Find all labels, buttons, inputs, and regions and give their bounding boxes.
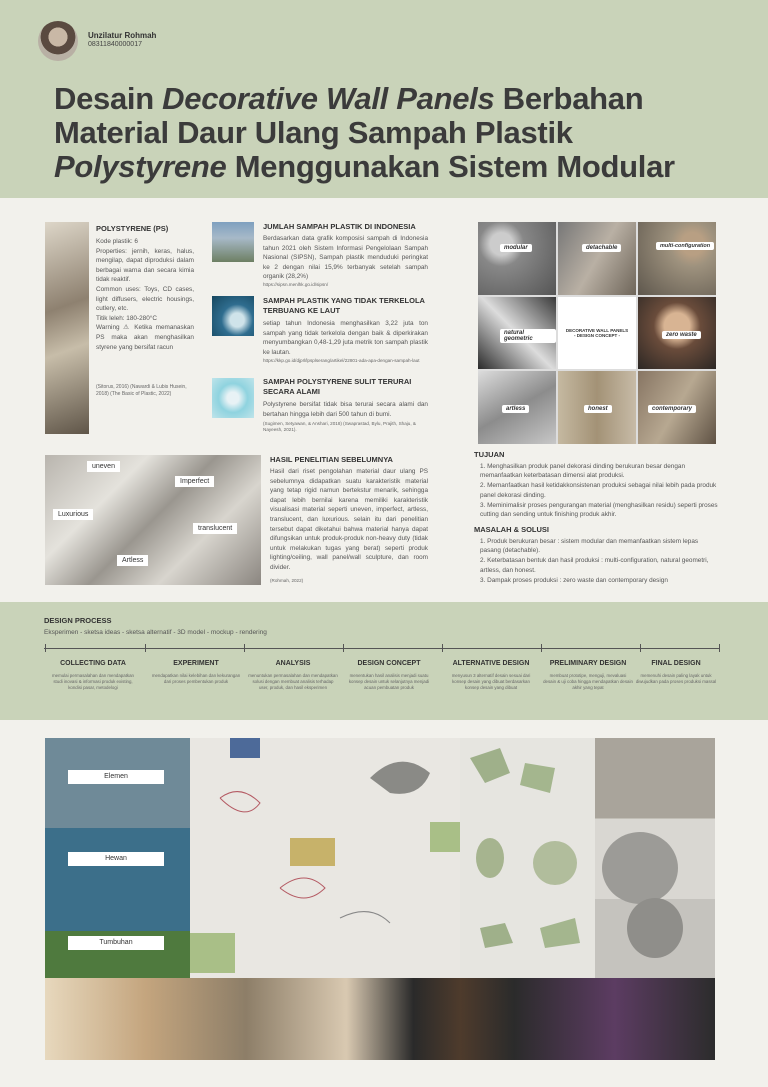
sketch-line	[280, 878, 325, 898]
texture-tag: uneven	[87, 461, 120, 472]
process-step-title: FINAL DESIGN	[651, 660, 701, 667]
process-collage	[45, 738, 715, 1060]
ps-body: Kode plastik: 6 Properties: jernih, keras, halus, mengilap, dapat diproduksi dalam berbagai warna dan secara kimia tidak reaktif. Common uses: Toys, CD cases, light diffusers, electric housings, cutlery, etc. Titik leleh: 180-280°C Warning ⚠ Ketika memanaskan PS maka akan menghasilkan styrene yang bersifat racun	[96, 238, 194, 351]
model-drawing	[460, 738, 595, 978]
process-step-desc: membuat prototipe, menguji, mevaluasi desain & uji coba hingga mendapatkan desain akhir yang tepat	[543, 673, 633, 690]
timeline-tick	[338, 644, 344, 652]
previous-research-source: (Rohmah, 2022)	[270, 578, 304, 583]
avatar	[38, 21, 78, 61]
grid-cell	[638, 297, 716, 370]
grid-cell	[638, 222, 716, 295]
timeline-tick	[437, 644, 443, 652]
sketch-swatch	[290, 838, 335, 866]
ps-heading: POLYSTYRENE (PS)	[96, 224, 169, 233]
model-shape	[470, 748, 510, 783]
author-id: 08311840000017	[88, 41, 142, 48]
grid-cell	[558, 371, 636, 444]
process-step-desc: memenuhi desain paling layak untuk diwujudkan pada proses produksi massal	[635, 673, 717, 684]
fact-source: https://sipsn.menlhk.go.id/sipsn/	[263, 282, 329, 287]
grid-cell	[558, 222, 636, 295]
collage-label: Tumbuhan	[68, 936, 164, 950]
concept-tag: detachable	[582, 244, 621, 252]
list-item: 3. Dampak proses produksi : zero waste dan contemporary design	[480, 576, 668, 584]
sketch-swatch	[430, 822, 460, 852]
ps-reference: (Sitorus, 2016) (Nawardi & Lubis Husein, 2018) (The Basic of Plastic, 2022)	[96, 384, 187, 397]
process-step-desc: memulai permasalahan dan mendapatkan studi inovasi & informasi produk existing, kondisi pasar, metodelogi	[51, 673, 134, 690]
texture-tag: Luxurious	[53, 509, 93, 520]
styrofoam-image	[212, 378, 254, 418]
mockup-shape	[602, 832, 678, 904]
concept-tag: contemporary	[648, 405, 696, 413]
process-step-title: DESIGN CONCEPT	[357, 660, 421, 667]
masalah-heading: MASALAH & SOLUSI	[474, 525, 549, 534]
concept-center: DECORATIVE WALL PANELS - DESIGN CONCEPT -	[558, 297, 636, 370]
timeline-tick	[714, 644, 720, 652]
polystyrene-image	[45, 222, 89, 434]
sketch-drawing	[190, 738, 460, 978]
texture-image	[45, 455, 261, 585]
collage-label: Hewan	[68, 852, 164, 866]
mockup-drawing	[595, 738, 715, 978]
process-step-desc: menentukan hasil analisis menjadi suatu konsep desain untuk selanjutnya menjadi acuan pembuatan produk	[348, 673, 430, 690]
process-step-title: ANALYSIS	[275, 660, 311, 667]
process-step-desc: menyusun 3 alternatif desain sesuai dari konsep desain yang dibuat berdasarkan konsep desain yang dibuat	[451, 673, 531, 690]
texture-tag: translucent	[193, 523, 237, 534]
grid-cell	[478, 222, 556, 295]
collage-label: Elemen	[68, 770, 164, 784]
list-item: 2. Keterbatasan bentuk dan hasil produksi : multi-configuration, natural geometri, artless, dan honest.	[480, 557, 709, 574]
concept-tag: natural geometric	[500, 329, 556, 343]
process-step-title: ALTERNATIVE DESIGN	[452, 660, 530, 667]
fact-text: Berdasarkan data grafik komposisi sampah di Indonesia tahun 2021 oleh Sistem Informasi Pengelolaan Sampah Nasional (SIPSN), Sampah plastik menduduki peringkat ke 2 dengan nilai 15,9% terbanyak setelah sampah organik (28,2%)	[263, 235, 428, 280]
author-name: Unzilatur Rohmah	[88, 31, 157, 40]
concept-tag: multi-configuration	[656, 242, 714, 250]
grid-cell	[478, 297, 556, 370]
list-item: 3. Meminimalisir proses pengurangan material (menghasilkan residu) seperti proses cutting dan sending untuk finishing produk akhir.	[480, 501, 718, 519]
fact-heading: SAMPAH POLYSTYRENE SULIT TERURAI SECARA ALAMI	[263, 377, 412, 396]
fact-text: Polystyrene bersifat tidak bisa terurai secara alami dan bertahan hingga lebih dari 500 tahun di bumi.	[263, 401, 428, 418]
fact-heading: SAMPAH PLASTIK YANG TIDAK TERKELOLA TERBUANG KE LAUT	[263, 296, 425, 315]
concept-grid	[478, 222, 716, 444]
tujuan-heading: TUJUAN	[474, 450, 505, 459]
timeline-tick	[239, 644, 245, 652]
model-shape	[540, 918, 580, 948]
concept-tag: zero waste	[662, 331, 701, 339]
timeline-tick	[635, 644, 641, 652]
fact-source: (Sugimen, Setyawan, & Anshari, 2018) (Swaprastad, Bylu, Prajith, Shaju, & Nayeesh, 2021).	[263, 421, 416, 432]
process-step-desc: menuntukan permasalahan dan mendapatkan solusi dengan membuat analisis terhadap user, produk, dan hasil eksperimen	[248, 673, 338, 690]
model-shape	[520, 763, 555, 793]
process-step-title: COLLECTING DATA	[60, 660, 126, 667]
fact-text: setiap tahun Indonesia menghasilkan 3,22 juta ton sampah yang tidak terkelola dengan baik & diperkirakan menyumbangkan 0,48-1,29 juta metrik ton sampah plastik ke lautan.	[263, 320, 428, 356]
list-item: 2. Memanfaatkan hasil ketidakkonsistenan produksi sebagai nilai lebih pada produk panel dekorasi dinding.	[480, 482, 717, 499]
process-step-desc: mendapatkan nilai kelebihan dan kekurangan dari proses pembentukan produk	[151, 673, 241, 684]
timeline-tick	[140, 644, 146, 652]
mockup-shape	[627, 898, 683, 958]
concept-tag: honest	[584, 405, 612, 413]
texture-tag: Artless	[117, 555, 148, 566]
sketch-swatch	[230, 738, 260, 758]
model-shape	[480, 923, 513, 948]
fact-source: https://kkp.go.id/djprl/lpsplserang/artikel/22801-ada-apa-dengan-sampah-laut	[263, 358, 420, 363]
ocean-image	[212, 296, 254, 336]
render-strip	[45, 978, 715, 1060]
concept-tag: modular	[500, 244, 532, 252]
fact-heading: JUMLAH SAMPAH PLASTIK DI INDONESIA	[263, 222, 416, 231]
masalah-list	[480, 537, 718, 586]
process-step-title: PRELIMINARY DESIGN	[549, 660, 627, 667]
previous-research-text: Hasil dari riset pengolahan material daur ulang PS sebelumnya didapatkan suatu karakteristik material yang tetap rigid namun bertekstur menarik, sehingga dapat lebih bernilai karena memiliki karakteristik visualisasi material seperti uneven, imperfect, artless, translucent, dan luxurious. selain itu dari penelitian tersebut dapat diketahui bahwa material hanya dapat difungsikan untuk produk-produk non-heavy duty (tidak untuk melakukan tugas yang berat) seperti produk lighting/ceiling, wall panel/wall sculpture, dan room divider.	[270, 468, 428, 571]
list-item: 1. Menghasilkan produk panel dekorasi dinding berukuran besar dengan memanfaatkan keterbatasan dimensi alat produksi.	[480, 463, 685, 480]
model-shape	[476, 838, 504, 878]
texture-tag: Imperfect	[175, 476, 214, 487]
timeline-tick	[45, 644, 51, 652]
sketch-line	[220, 792, 260, 812]
timeline-tick	[536, 644, 542, 652]
tujuan-list	[480, 462, 718, 520]
sketch-line	[340, 912, 390, 923]
grid-cell	[478, 371, 556, 444]
design-process-subtitle: Eksperimen - sketsa ideas - sketsa alternatif - 3D model - mockup - rendering	[44, 629, 267, 636]
landfill-image	[212, 222, 254, 262]
process-step-title: EXPERIMENT	[173, 660, 219, 667]
sketch-shape	[370, 762, 430, 794]
concept-tag: artless	[502, 405, 529, 413]
model-shape	[533, 841, 577, 885]
sketch-swatch	[190, 933, 235, 973]
list-item: 1. Produk berukuran besar : sistem modular dan memanfaatkan sistem lepas pasang (detachable).	[480, 538, 699, 555]
design-process-heading: DESIGN PROCESS	[44, 616, 112, 625]
page-title: Desain Decorative Wall Panels Berbahan Material Daur Ulang Sampah Plastik Polystyrene Menggunakan Sistem Modular	[54, 81, 675, 184]
previous-research-heading: HASIL PENELITIAN SEBELUMNYA	[270, 455, 393, 464]
grid-cell	[638, 371, 716, 444]
